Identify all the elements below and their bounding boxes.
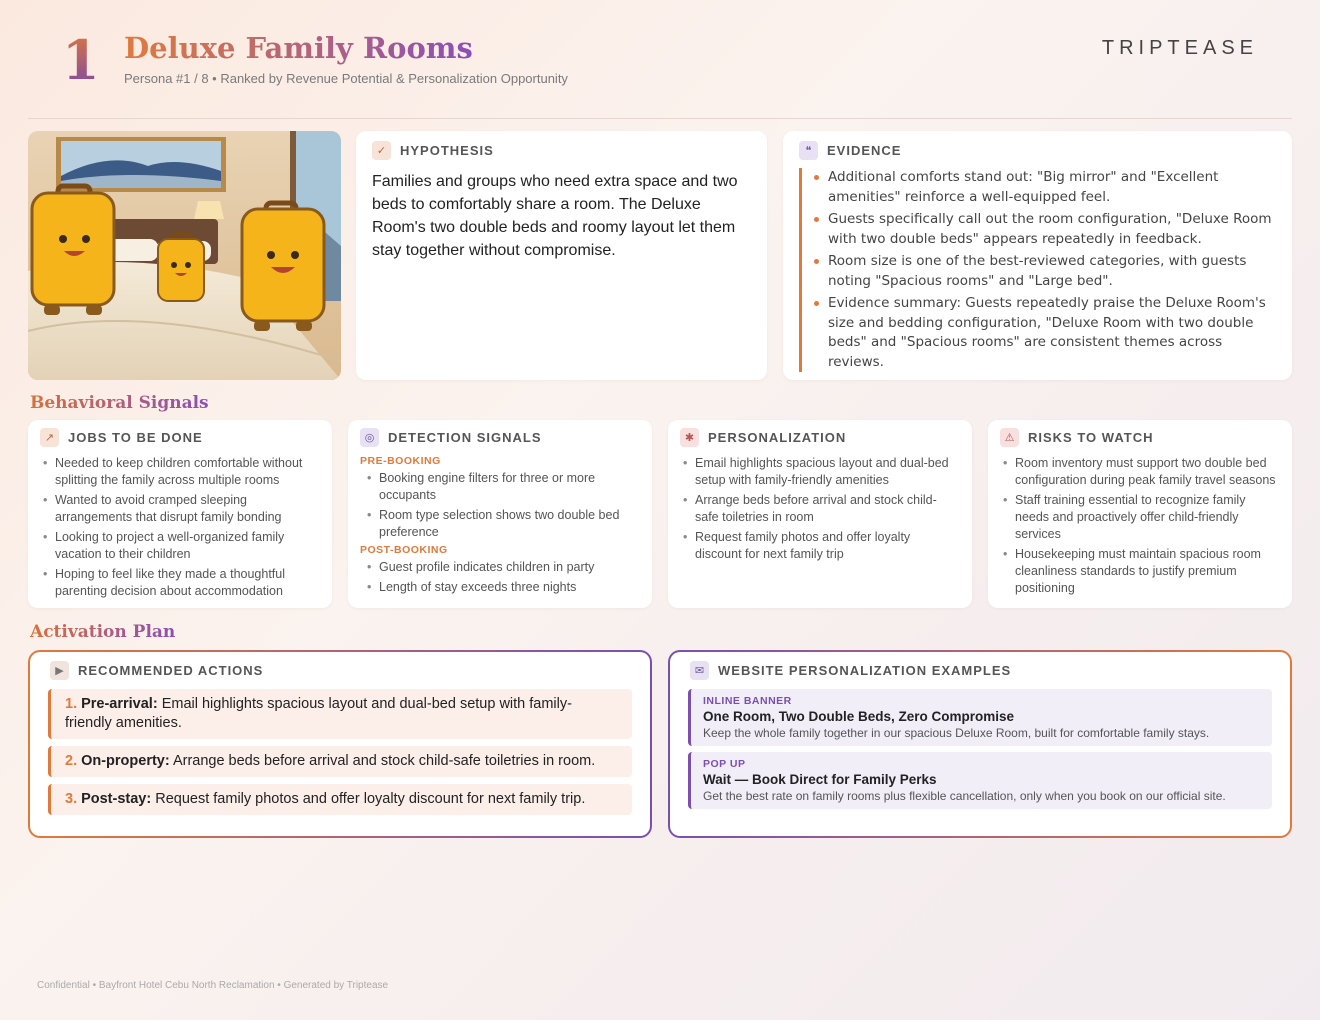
- page-title: Deluxe Family Rooms: [124, 31, 473, 65]
- sparkle-icon: ✱: [680, 428, 699, 447]
- warning-icon: ⚠: [1000, 428, 1019, 447]
- footer: Confidential • Bayfront Hotel Cebu North Reclamation • Generated by Triptease: [37, 980, 389, 991]
- evidence-item: Evidence summary: Guests repeatedly praise the Deluxe Room's size and bedding configuration, "Deluxe Room with two double beds" and "Spacious rooms" are consistent themes across reviews.: [812, 294, 1276, 372]
- example-popup: [688, 752, 1272, 809]
- detection-label: DETECTION SIGNALS: [388, 430, 542, 445]
- action-step: [48, 746, 632, 777]
- step-text: Request family photos and offer loyalty discount for next family trip.: [155, 791, 586, 807]
- pre-booking-label: PRE-BOOKING: [360, 455, 441, 467]
- hypothesis-card: [356, 131, 767, 380]
- example-inline-banner: [688, 689, 1272, 746]
- step-text: Arrange beds before arrival and stock child-safe toiletries in room.: [172, 753, 596, 769]
- quote-icon: ❝: [799, 141, 818, 160]
- pre-booking-list: [364, 470, 640, 541]
- post-booking-label: POST-BOOKING: [360, 544, 448, 556]
- step-number: 1.: [65, 696, 78, 712]
- evidence-item: Guests specifically call out the room configuration, "Deluxe Room with two double beds" appears repeatedly in feedback.: [812, 210, 1276, 249]
- header-divider: [28, 118, 1292, 119]
- list-item: • Booking engine filters for three or more occupants: [364, 470, 640, 504]
- recommended-actions-card: [28, 650, 652, 838]
- hotel-room-suitcases-illustration: [28, 131, 341, 380]
- step-number: 3.: [65, 791, 78, 807]
- example-tag: POP UP: [703, 758, 746, 770]
- personalization-header: [680, 428, 960, 447]
- list-item: • Arrange beds before arrival and stock child-safe toiletries in room: [680, 492, 960, 526]
- personalization-label: PERSONALIZATION: [708, 430, 847, 445]
- risks-header: [1000, 428, 1280, 447]
- behavioral-signals-title: Behavioral Signals: [30, 393, 209, 413]
- list-item: • Room type selection shows two double bed preference: [364, 507, 640, 541]
- detection-signals-card: [348, 420, 652, 608]
- evidence-item: Additional comforts stand out: "Big mirror" and "Excellent amenities" reinforce a well-equipped feel.: [812, 168, 1276, 207]
- risks-card: [988, 420, 1292, 608]
- website-personalization-card: [668, 650, 1292, 838]
- step-title: Pre-arrival:: [81, 696, 158, 712]
- persona-number: 1: [62, 28, 100, 92]
- step-title: Post-stay:: [81, 791, 152, 807]
- website-header: [688, 661, 1272, 680]
- example-body: Get the best rate on family rooms plus flexible cancellation, only when you book on our official site.: [703, 789, 1226, 803]
- list-item: • Housekeeping must maintain spacious room cleanliness standards to justify premium positioning: [1000, 546, 1280, 597]
- example-tag: INLINE BANNER: [703, 695, 792, 707]
- risks-list: [1000, 455, 1280, 597]
- list-item: • Wanted to avoid cramped sleeping arrangements that disrupt family bonding: [40, 492, 320, 526]
- evidence-item: Room size is one of the best-reviewed categories, with guests noting "Spacious rooms" and "Large bed".: [812, 252, 1276, 291]
- hero-illustration: [28, 131, 341, 380]
- action-step: [48, 784, 632, 815]
- eye-icon: ◎: [360, 428, 379, 447]
- action-step: [48, 689, 632, 739]
- jobs-to-be-done-card: [28, 420, 332, 608]
- actions-header: [48, 661, 632, 680]
- personalization-list: [680, 455, 960, 563]
- detection-header: [360, 428, 640, 447]
- jobs-list: [40, 455, 320, 600]
- example-body: Keep the whole family together in our spacious Deluxe Room, built for comfortable family stays.: [703, 726, 1210, 740]
- list-item: • Needed to keep children comfortable without splitting the family across multiple rooms: [40, 455, 320, 489]
- check-icon: ✓: [372, 141, 391, 160]
- hypothesis-label: HYPOTHESIS: [400, 143, 494, 158]
- page-subtitle: Persona #1 / 8 • Ranked by Revenue Potential & Personalization Opportunity: [124, 71, 568, 86]
- jobs-label: JOBS TO BE DONE: [68, 430, 203, 445]
- list-item: • Email highlights spacious layout and dual-bed setup with family-friendly amenities: [680, 455, 960, 489]
- list-item: • Length of stay exceeds three nights: [364, 579, 640, 596]
- brand-logo: TRIPTEASE: [1101, 37, 1258, 59]
- example-headline: One Room, Two Double Beds, Zero Compromise: [703, 709, 1015, 724]
- list-item: • Room inventory must support two double bed configuration during peak family travel seasons: [1000, 455, 1280, 489]
- example-headline: Wait — Book Direct for Family Perks: [703, 772, 937, 787]
- play-icon: ▶: [50, 661, 69, 680]
- evidence-label: EVIDENCE: [827, 143, 902, 158]
- personalization-card: [668, 420, 972, 608]
- jobs-header: [40, 428, 320, 447]
- activation-plan-title: Activation Plan: [30, 622, 176, 642]
- list-item: • Request family photos and offer loyalty discount for next family trip: [680, 529, 960, 563]
- evidence-header: [799, 141, 1276, 160]
- post-booking-list: [364, 559, 640, 596]
- evidence-card: [783, 131, 1292, 380]
- evidence-list: [799, 168, 1276, 372]
- list-item: • Looking to project a well-organized family vacation to their children: [40, 529, 320, 563]
- list-item: • Guest profile indicates children in party: [364, 559, 640, 576]
- list-item: • Hoping to feel like they made a thoughtful parenting decision about accommodation: [40, 566, 320, 600]
- step-title: On-property:: [81, 753, 170, 769]
- website-label: WEBSITE PERSONALIZATION EXAMPLES: [718, 663, 1012, 678]
- hypothesis-header: [372, 141, 751, 160]
- hypothesis-text: Families and groups who need extra space and two beds to comfortably share a room. The Deluxe Room's two double beds and roomy layout let them stay together without compromise.: [372, 173, 738, 259]
- risks-label: RISKS TO WATCH: [1028, 430, 1154, 445]
- step-text: Email highlights spacious layout and dual-bed setup with family-friendly amenities.: [65, 696, 572, 731]
- actions-label: RECOMMENDED ACTIONS: [78, 663, 264, 678]
- step-number: 2.: [65, 753, 78, 769]
- mail-icon: ✉: [690, 661, 709, 680]
- trend-arrow-icon: ↗: [40, 428, 59, 447]
- list-item: • Staff training essential to recognize family needs and proactively offer child-friendly services: [1000, 492, 1280, 543]
